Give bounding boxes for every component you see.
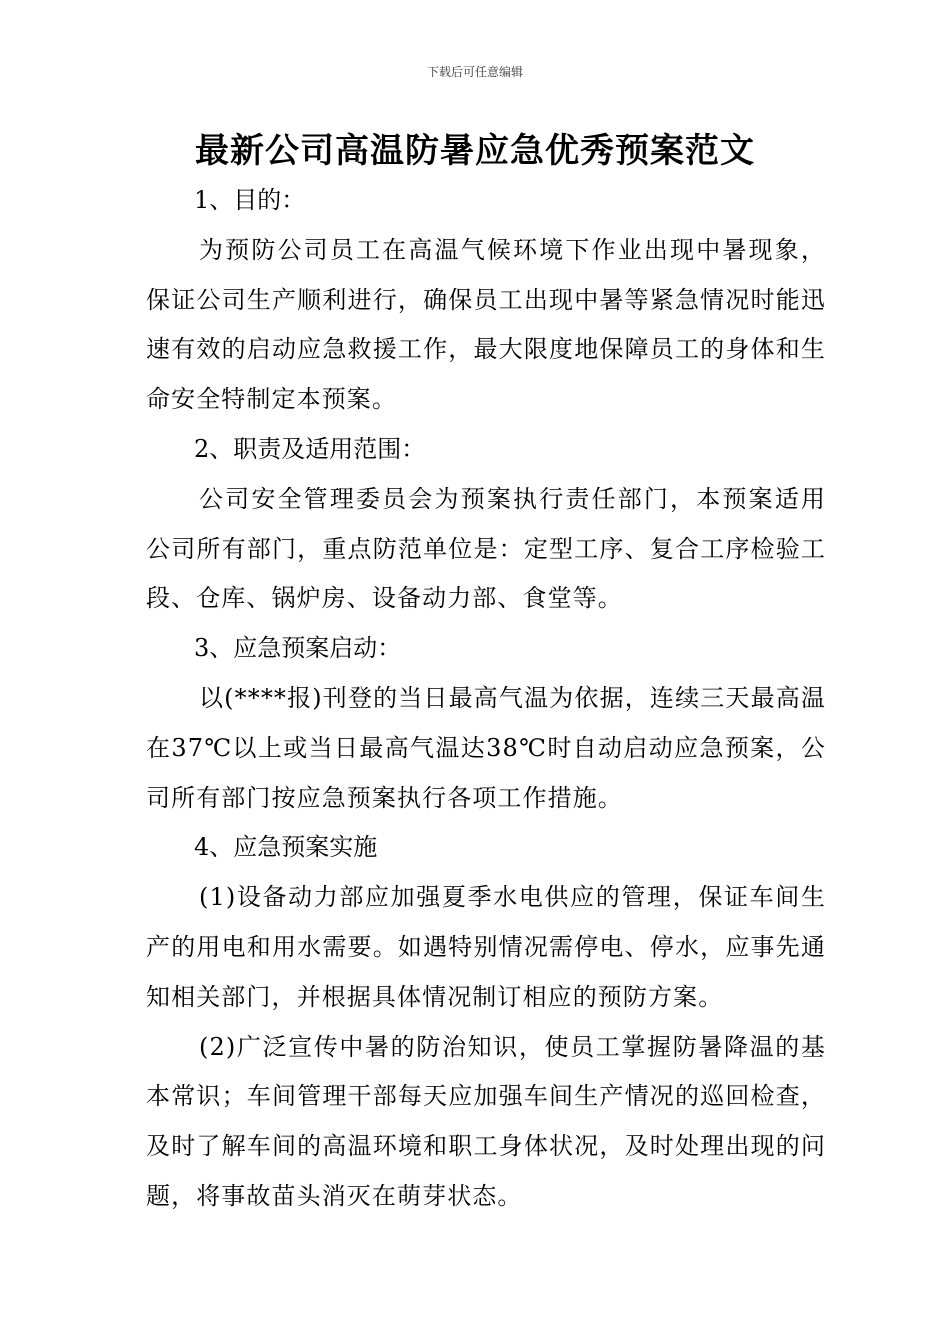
section-heading-scope: 2、职责及适用范围： — [194, 434, 426, 463]
section-heading-purpose: 1、目的： — [194, 186, 306, 214]
document-body — [146, 176, 826, 1222]
document-title: 最新公司高温防暑应急优秀预案范文 — [195, 131, 755, 171]
section-heading-implementation: 4、应急预案实施 — [194, 833, 378, 862]
paragraph-implementation-1: (1)设备动力部应加强夏季水电供应的管理，保证车间生产的用电和用水需要。如遇特别情况需停电、停水，应事先通知相关部门，并根据具体情况制订相应的预防方案。 — [146, 883, 826, 1011]
paragraph-activation: 以(****报)刊登的当日最高气温为依据，连续三天最高温在37℃以上或当日最高气温达38℃时自动启动应急预案，公司所有部门按应急预案执行各项工作措施。 — [146, 683, 826, 812]
header-note: 下载后可任意编辑 — [426, 65, 523, 79]
section-heading-activation: 3、应急预案启动： — [194, 634, 402, 663]
paragraph-purpose: 为预防公司员工在高温气候环境下作业出现中暑现象，保证公司生产顺利进行，确保员工出现中暑等紧急情况时能迅速有效的启动应急救援工作，最大限度地保障员工的身体和生命安全特制定本预案。 — [146, 235, 826, 414]
paragraph-implementation-2: (2)广泛宣传中暑的防治知识，使员工掌握防暑降温的基本常识；车间管理干部每天应加强车间生产情况的巡回检查，及时了解车间的高温环境和职工身体状况，及时处理出现的问题，将事故苗头消灭在萌芽状态。 — [146, 1032, 826, 1210]
paragraph-scope: 公司安全管理委员会为预案执行责任部门，本预案适用公司所有部门，重点防范单位是：定型工序、复合工序检验工段、仓库、锅炉房、设备动力部、食堂等。 — [146, 484, 826, 613]
